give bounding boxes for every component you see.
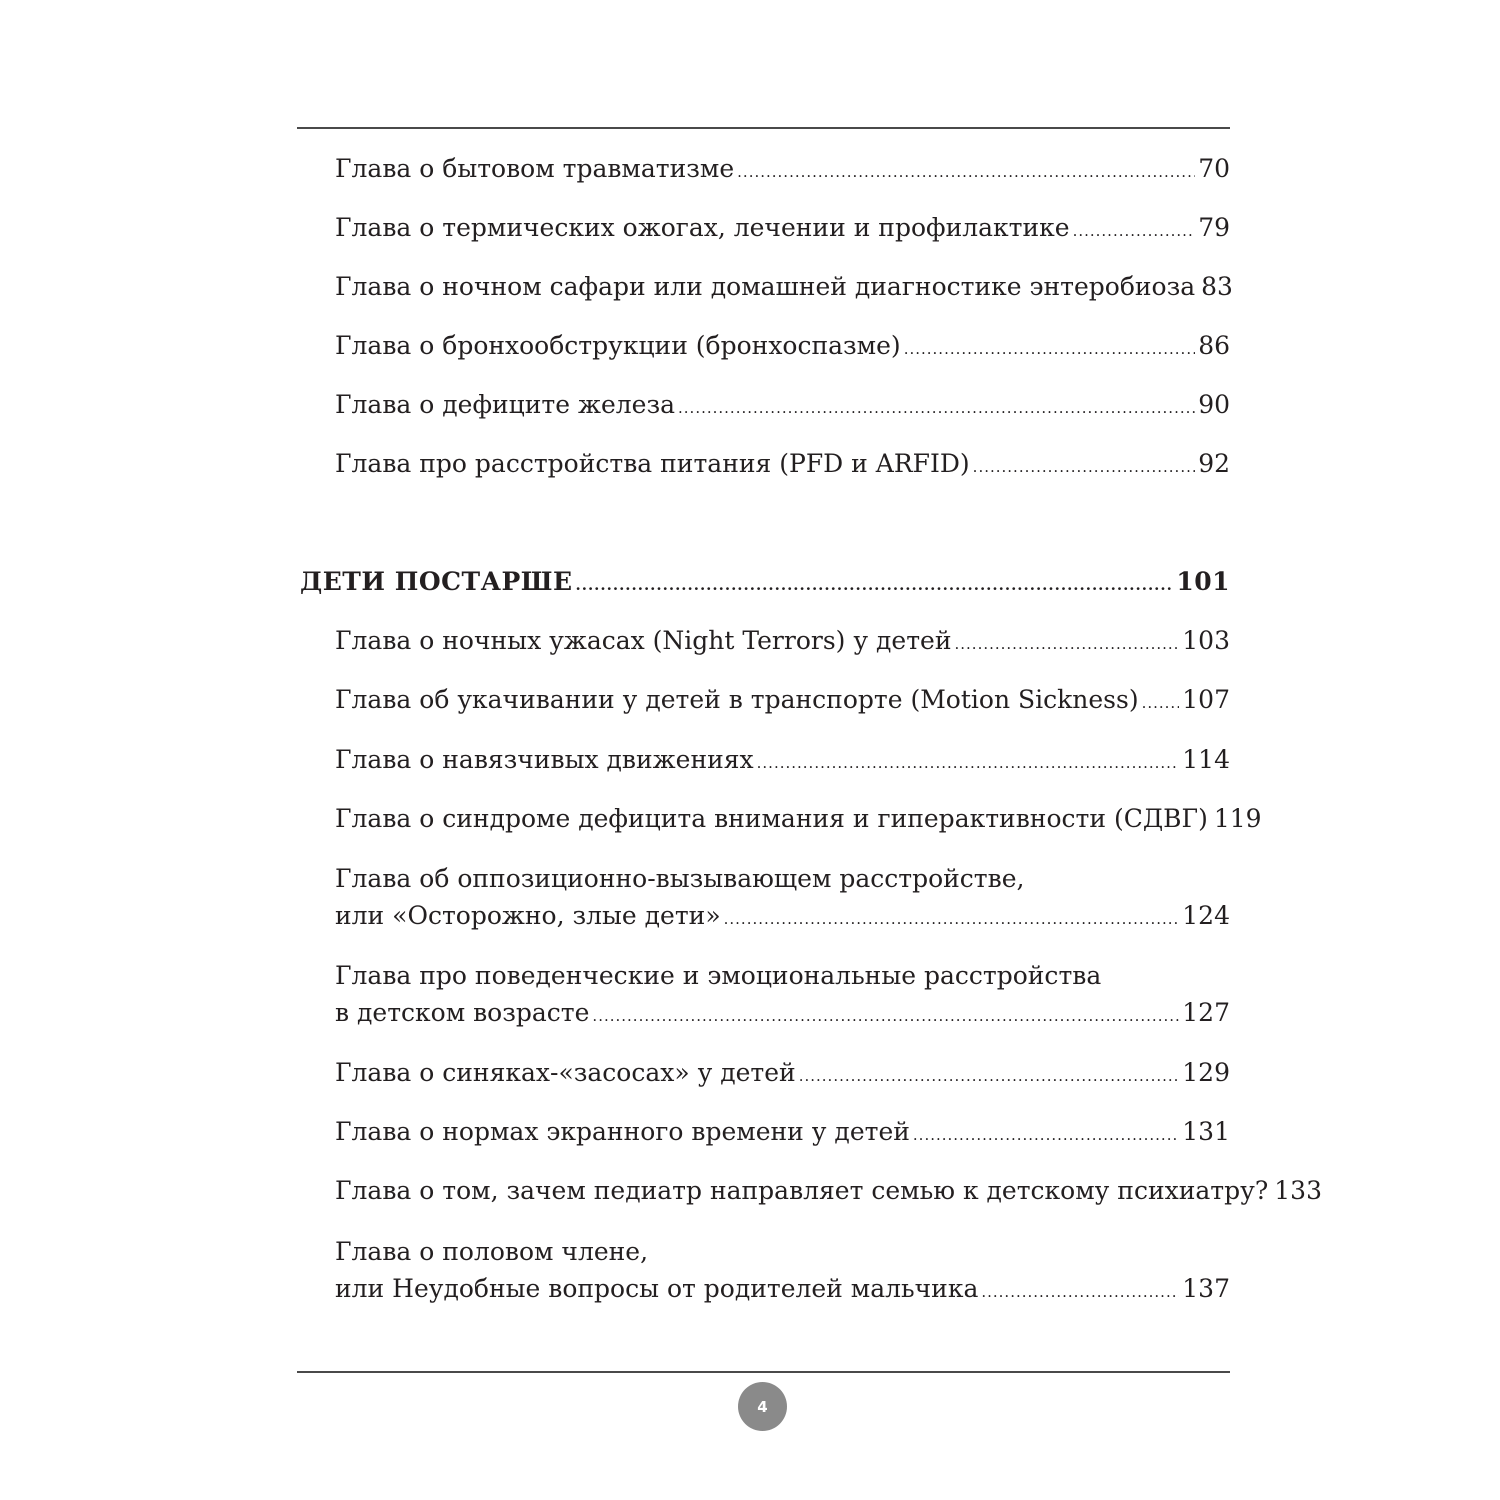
toc-entry-page: 137 <box>1182 1274 1230 1303</box>
leader-dots <box>973 445 1196 486</box>
toc-section-page: 101 <box>1176 567 1230 596</box>
toc-entry-title-line1: Глава о половом члене, <box>335 1237 649 1266</box>
toc-entry[interactable] <box>335 150 1230 191</box>
page-number-badge: 4 <box>738 1382 787 1431</box>
toc-entry-page: 79 <box>1198 213 1230 242</box>
toc-entry-page: 119 <box>1213 804 1262 833</box>
toc-entry-title: Глава о дефиците железа <box>335 390 676 419</box>
toc-entry-title-line2: в детском возрасте <box>335 998 590 1027</box>
toc-entry[interactable] <box>335 622 1230 663</box>
toc-entry[interactable] <box>335 741 1230 782</box>
toc-entry-page: 133 <box>1274 1176 1322 1205</box>
toc-entry-title-line1: Глава об оппозиционно-вызывающем расстройстве, <box>335 864 1025 893</box>
toc-entry[interactable] <box>335 209 1230 250</box>
toc-entry-title: Глава о нормах экранного времени у детей <box>335 1117 910 1146</box>
toc-entry[interactable] <box>335 1172 1322 1213</box>
toc-entry-multiline[interactable] <box>335 860 1230 938</box>
toc-entry-title: Глава о синдроме дефицита внимания и гиперактивности (СДВГ) <box>335 804 1208 833</box>
toc-entry-title: Глава про расстройства питания (PFD и ARFID) <box>335 449 970 478</box>
toc-section-heading[interactable] <box>300 563 1230 604</box>
toc-entry-page: 70 <box>1198 154 1230 183</box>
leader-dots <box>724 897 1180 938</box>
toc-entry[interactable] <box>335 445 1230 486</box>
leader-dots <box>1073 209 1196 250</box>
leader-dots <box>799 1054 1180 1095</box>
toc-entry[interactable] <box>335 681 1230 722</box>
bottom-rule <box>297 1371 1230 1373</box>
leader-dots <box>955 622 1180 663</box>
leader-dots <box>1142 681 1180 722</box>
toc-entry-title: Глава о ночных ужасах (Night Terrors) у детей <box>335 626 952 655</box>
toc-entry-page: 129 <box>1182 1058 1230 1087</box>
leader-dots <box>913 1113 1179 1154</box>
toc-entry-title: Глава об укачивании у детей в транспорте (Motion Sickness) <box>335 685 1139 714</box>
toc-entry[interactable] <box>335 1054 1230 1095</box>
toc-entry[interactable] <box>335 327 1230 368</box>
leader-dots <box>678 386 1195 427</box>
toc-entry-title-line2: или «Осторожно, злые дети» <box>335 901 721 930</box>
toc-entry-page: 124 <box>1182 901 1230 930</box>
toc-entry-title: Глава о том, зачем педиатр направляет семью к детскому психиатру? <box>335 1176 1269 1205</box>
toc-section-title: ДЕТИ ПОСТАРШЕ <box>300 567 573 596</box>
toc-entry[interactable] <box>335 800 1262 841</box>
toc-entry-page: 86 <box>1198 331 1230 360</box>
toc-entry-title: Глава о ночном сафари или домашней диагностике энтеробиоза <box>335 272 1196 301</box>
toc-entry-title-line2: или Неудобные вопросы от родителей мальчика <box>335 1274 979 1303</box>
toc-entry-page: 92 <box>1198 449 1230 478</box>
toc-entry[interactable] <box>335 1113 1230 1154</box>
toc-entry-title: Глава о навязчивых движениях <box>335 745 754 774</box>
leader-dots <box>592 994 1179 1035</box>
toc-entry[interactable] <box>335 386 1230 427</box>
leader-dots <box>981 1270 1179 1311</box>
leader-dots <box>576 563 1174 604</box>
toc-entry-page: 127 <box>1182 998 1230 1027</box>
toc-entry-title-line1: Глава про поведенческие и эмоциональные расстройства <box>335 961 1102 990</box>
leader-dots <box>737 150 1195 191</box>
toc-entry-page: 90 <box>1198 390 1230 419</box>
toc-entry-multiline[interactable] <box>335 1233 1230 1311</box>
leader-dots <box>757 741 1180 782</box>
toc-entry-title: Глава о термических ожогах, лечении и профилактике <box>335 213 1070 242</box>
toc-entry-page: 107 <box>1182 685 1230 714</box>
leader-dots <box>904 327 1196 368</box>
toc-entry-page: 83 <box>1201 272 1233 301</box>
toc-entry-title: Глава о бытовом травматизме <box>335 154 735 183</box>
toc-entry-page: 114 <box>1182 745 1230 774</box>
toc-entry-multiline[interactable] <box>335 957 1230 1035</box>
toc-entry[interactable] <box>335 268 1233 309</box>
toc-entry-title: Глава о бронхообструкции (бронхоспазме) <box>335 331 901 360</box>
toc-entry-page: 131 <box>1182 1117 1230 1146</box>
toc-entry-page: 103 <box>1182 626 1230 655</box>
toc-entry-title: Глава о синяках-«засосах» у детей <box>335 1058 796 1087</box>
